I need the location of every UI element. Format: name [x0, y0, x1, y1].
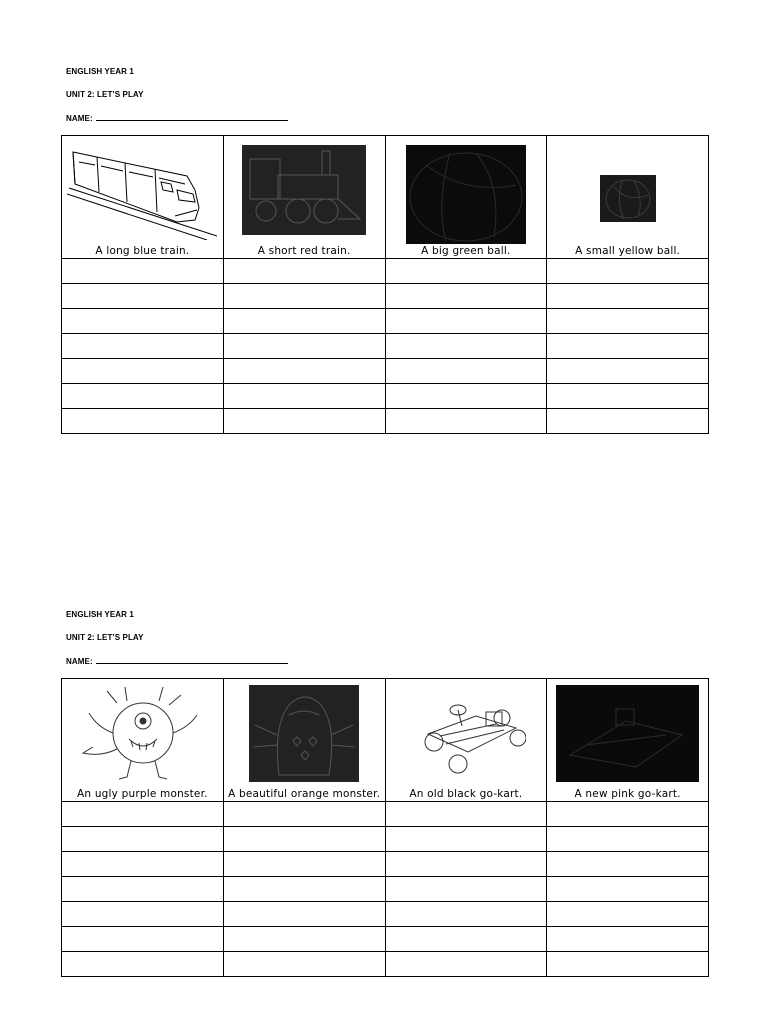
picture-cell — [385, 679, 547, 802]
answer-row — [62, 409, 709, 434]
answer-row — [62, 802, 709, 827]
answer-cell[interactable] — [223, 309, 385, 334]
answer-cell[interactable] — [385, 952, 547, 977]
train-line-drawing — [62, 136, 223, 244]
answer-cell[interactable] — [223, 827, 385, 852]
unit-title: UNIT 2: LET’S PLAY — [66, 90, 144, 99]
answer-cell[interactable] — [62, 334, 224, 359]
name-label-text: NAME: — [66, 657, 96, 666]
answer-cell[interactable] — [62, 877, 224, 902]
answer-cell[interactable] — [385, 877, 547, 902]
answer-cell[interactable] — [62, 359, 224, 384]
answer-cell[interactable] — [547, 827, 709, 852]
name-label — [66, 656, 288, 666]
caption: A small yellow ball. — [575, 245, 681, 257]
answer-cell[interactable] — [62, 902, 224, 927]
answer-cell[interactable] — [62, 802, 224, 827]
answer-row — [62, 852, 709, 877]
worksheet-table — [61, 678, 709, 977]
heart-monster-image — [224, 679, 385, 787]
name-label — [66, 113, 288, 123]
answer-row — [62, 259, 709, 284]
answer-cell[interactable] — [385, 334, 547, 359]
name-blank-line — [96, 656, 288, 664]
answer-cell[interactable] — [223, 359, 385, 384]
answer-row — [62, 952, 709, 977]
answer-cell[interactable] — [385, 359, 547, 384]
caption: An ugly purple monster. — [77, 788, 208, 800]
answer-cell[interactable] — [547, 952, 709, 977]
heart-monster-icon — [249, 685, 359, 782]
steam-train-icon — [242, 145, 366, 235]
picture-row — [62, 136, 709, 259]
answer-cell[interactable] — [223, 877, 385, 902]
answer-cell[interactable] — [62, 927, 224, 952]
answer-cell[interactable] — [547, 334, 709, 359]
long-train-icon — [67, 140, 217, 240]
answer-cell[interactable] — [547, 852, 709, 877]
answer-cell[interactable] — [223, 952, 385, 977]
picture-cell — [223, 679, 385, 802]
caption: A big green ball. — [421, 245, 511, 257]
monster-icon — [77, 683, 207, 783]
answer-cell[interactable] — [223, 334, 385, 359]
answer-row — [62, 877, 709, 902]
answer-cell[interactable] — [223, 852, 385, 877]
go-kart-line-drawing — [386, 679, 547, 787]
subject-title: ENGLISH YEAR 1 — [66, 610, 134, 619]
name-label-text: NAME: — [66, 114, 96, 123]
picture-cell — [385, 136, 547, 259]
answer-cell[interactable] — [385, 259, 547, 284]
caption: A short red train. — [257, 245, 351, 257]
answer-row — [62, 927, 709, 952]
answer-cell[interactable] — [385, 409, 547, 434]
answer-cell[interactable] — [62, 259, 224, 284]
answer-cell[interactable] — [385, 384, 547, 409]
answer-cell[interactable] — [547, 409, 709, 434]
small-ball-image — [547, 136, 708, 244]
answer-cell[interactable] — [385, 284, 547, 309]
big-ball-icon — [406, 145, 526, 244]
answer-cell[interactable] — [62, 852, 224, 877]
go-kart-icon — [406, 688, 526, 778]
one-eyed-monster-drawing — [62, 679, 223, 787]
answer-cell[interactable] — [223, 927, 385, 952]
steam-train-image — [224, 136, 385, 244]
answer-cell[interactable] — [385, 309, 547, 334]
answer-row — [62, 384, 709, 409]
answer-cell[interactable] — [547, 902, 709, 927]
answer-cell[interactable] — [385, 802, 547, 827]
worksheet-table — [61, 135, 709, 434]
picture-cell — [547, 679, 709, 802]
answer-cell[interactable] — [62, 284, 224, 309]
answer-cell[interactable] — [62, 952, 224, 977]
answer-cell[interactable] — [547, 359, 709, 384]
answer-cell[interactable] — [223, 284, 385, 309]
beach-ball-image — [386, 136, 547, 244]
answer-cell[interactable] — [547, 259, 709, 284]
subject-title: ENGLISH YEAR 1 — [66, 67, 134, 76]
answer-cell[interactable] — [385, 852, 547, 877]
answer-cell[interactable] — [385, 827, 547, 852]
unit-title: UNIT 2: LET’S PLAY — [66, 633, 144, 642]
caption: A beautiful orange monster. — [228, 788, 381, 800]
go-kart-dark-image — [547, 679, 708, 787]
small-ball-icon — [600, 175, 656, 222]
answer-cell[interactable] — [547, 802, 709, 827]
caption: A new pink go-kart. — [574, 788, 681, 800]
answer-cell[interactable] — [62, 827, 224, 852]
picture-cell — [547, 136, 709, 259]
answer-cell[interactable] — [223, 259, 385, 284]
answer-cell[interactable] — [385, 902, 547, 927]
answer-cell[interactable] — [547, 284, 709, 309]
name-blank-line — [96, 113, 288, 121]
answer-cell[interactable] — [223, 409, 385, 434]
answer-row — [62, 902, 709, 927]
answer-cell[interactable] — [62, 384, 224, 409]
answer-cell[interactable] — [62, 409, 224, 434]
picture-cell — [62, 136, 224, 259]
answer-cell[interactable] — [547, 309, 709, 334]
answer-cell[interactable] — [547, 877, 709, 902]
answer-cell[interactable] — [62, 309, 224, 334]
picture-cell — [223, 136, 385, 259]
caption: A long blue train. — [95, 245, 190, 257]
caption: An old black go-kart. — [409, 788, 523, 800]
answer-row — [62, 284, 709, 309]
answer-cell[interactable] — [223, 384, 385, 409]
go-kart-dark-icon — [556, 685, 699, 782]
answer-row — [62, 359, 709, 384]
answer-cell[interactable] — [547, 384, 709, 409]
answer-cell[interactable] — [547, 927, 709, 952]
answer-cell[interactable] — [385, 927, 547, 952]
answer-row — [62, 334, 709, 359]
answer-row — [62, 309, 709, 334]
picture-cell — [62, 679, 224, 802]
answer-cell[interactable] — [223, 902, 385, 927]
picture-row — [62, 679, 709, 802]
answer-cell[interactable] — [223, 802, 385, 827]
answer-row — [62, 827, 709, 852]
